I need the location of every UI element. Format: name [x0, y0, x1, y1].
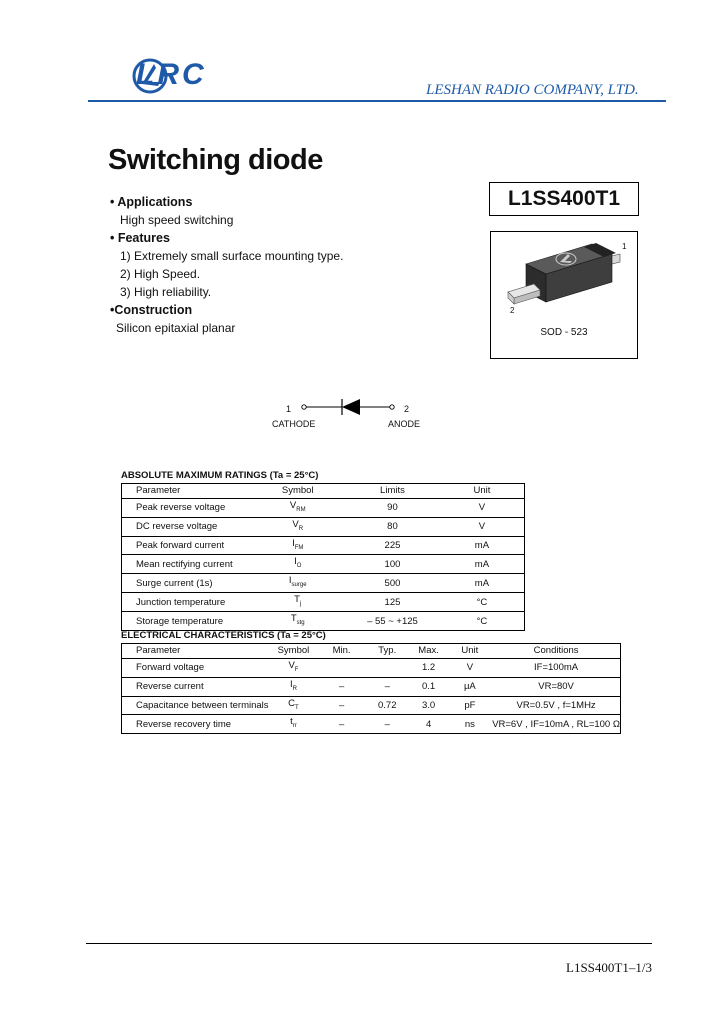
- parameter-cell: DC reverse voltage: [136, 521, 218, 533]
- part-number: L1SS400T1: [507, 187, 621, 210]
- unit-cell: °C: [476, 596, 488, 608]
- typ-cell: [365, 658, 410, 677]
- sod523-package-icon: [500, 240, 630, 320]
- table-row: [122, 715, 621, 734]
- max-cell: 4: [425, 718, 432, 730]
- logo-text: LRC: [136, 58, 207, 91]
- typ-cell: –: [384, 718, 390, 730]
- symbol-cell: $T_{stg}$: [290, 613, 305, 627]
- feature-item: 2) High Speed.: [120, 267, 201, 281]
- application-item: High speed switching: [120, 213, 234, 227]
- limits-cell: – 55 ~ +125: [367, 615, 418, 627]
- max-cell: 1.2: [421, 662, 436, 674]
- unit-cell: μA: [463, 681, 476, 693]
- abs-max-table: [121, 483, 525, 631]
- column-header: Conditions: [533, 645, 579, 657]
- symbol-cell: $I_R$: [289, 678, 297, 692]
- elec-title: ELECTRICAL CHARACTERISTICS (Ta = 25°C): [121, 630, 326, 641]
- applications-heading: • Applications: [110, 195, 193, 209]
- symbol-cell: $t_{rr}$: [290, 716, 297, 730]
- parameter-cell: Peak reverse voltage: [136, 502, 226, 514]
- min-cell: –: [338, 718, 345, 730]
- feature-item: 1) Extremely small surface mounting type.: [120, 249, 344, 263]
- symbol-cell: $V_R$: [292, 518, 304, 532]
- symbol-cell: $V_F$: [288, 659, 299, 673]
- parameter-cell: Forward voltage: [136, 662, 205, 674]
- table-header-row: [122, 644, 621, 659]
- column-header: Symbol: [277, 645, 310, 657]
- construction-heading: •Construction: [110, 303, 193, 317]
- cathode-label: CATHODE: [272, 419, 316, 429]
- limits-cell: 225: [384, 540, 401, 552]
- column-header: Unit: [461, 645, 479, 657]
- typ-cell: 0.72: [378, 700, 397, 712]
- table-row: [122, 498, 525, 517]
- table-row: [122, 677, 621, 696]
- conditions-cell: IF=100mA: [534, 662, 579, 674]
- package-name: SOD - 523: [540, 327, 588, 338]
- unit-cell: V: [466, 662, 474, 674]
- parameter-cell: Reverse recovery time: [136, 718, 232, 730]
- table-row: [122, 536, 525, 555]
- parameter-cell: Mean rectifying current: [136, 558, 233, 570]
- table-row: [122, 612, 525, 631]
- table-row: [122, 593, 525, 612]
- unit-cell: mA: [474, 577, 490, 589]
- abs-max-title: ABSOLUTE MAXIMUM RATINGS (Ta = 25°C): [121, 470, 319, 481]
- anode-label: ANODE: [388, 419, 421, 429]
- column-header: Limits: [380, 485, 405, 497]
- parameter-cell: Junction temperature: [136, 596, 226, 608]
- table-row: [122, 517, 525, 536]
- limits-cell: 125: [384, 596, 401, 608]
- elec-table: [121, 643, 621, 734]
- min-cell: –: [338, 700, 345, 712]
- symbol-cell: $T_j$: [294, 594, 302, 608]
- column-header: Typ.: [378, 645, 397, 657]
- page-footer: L1SS400T1–1/3: [566, 960, 652, 975]
- features-heading: • Features: [110, 231, 170, 245]
- header-divider: [88, 100, 666, 102]
- symbol-cell: $V_{RM}$: [289, 499, 306, 513]
- max-cell: 3.0: [421, 700, 436, 712]
- max-cell: 0.1: [421, 681, 436, 693]
- package-pin2-label: 2: [510, 306, 515, 315]
- symbol-cell: $I_O$: [294, 556, 302, 570]
- min-cell: –: [338, 681, 345, 693]
- column-header: Unit: [473, 485, 491, 497]
- column-header: Parameter: [136, 485, 181, 497]
- table-row: [122, 555, 525, 574]
- symbol-cell: $I_{surge}$: [288, 575, 307, 589]
- parameter-cell: Storage temperature: [136, 615, 224, 627]
- unit-cell: °C: [476, 615, 488, 627]
- column-header: Parameter: [136, 645, 181, 657]
- table-row: [122, 574, 525, 593]
- table-header-row: [122, 484, 525, 499]
- symbol-cell: $C_T$: [288, 697, 299, 711]
- unit-cell: mA: [474, 540, 490, 552]
- unit-cell: ns: [464, 718, 475, 730]
- parameter-cell: Reverse current: [136, 681, 204, 693]
- diode-pin1-label: 1: [286, 404, 292, 414]
- unit-cell: V: [478, 521, 486, 533]
- footer-divider: [86, 943, 652, 944]
- limits-cell: 500: [384, 577, 401, 589]
- construction-item: Silicon epitaxial planar: [116, 321, 236, 335]
- unit-cell: V: [478, 502, 486, 514]
- min-cell: [318, 658, 365, 677]
- unit-cell: mA: [474, 558, 490, 570]
- limits-cell: 80: [387, 521, 398, 533]
- package-pin1-label: 1: [622, 242, 627, 251]
- diode-pin2-label: 2: [404, 404, 410, 414]
- column-header: Min.: [332, 645, 351, 657]
- unit-cell: pF: [464, 700, 476, 712]
- page-title: Switching diode: [108, 144, 323, 176]
- conditions-cell: VR=6V , IF=10mA , RL=100 Ω: [492, 718, 620, 730]
- limits-cell: 100: [384, 558, 401, 570]
- typ-cell: –: [384, 681, 390, 693]
- column-header: Symbol: [281, 485, 314, 497]
- company-name: LESHAN RADIO COMPANY, LTD.: [426, 82, 639, 98]
- table-row: [122, 696, 621, 715]
- parameter-cell: Peak forward current: [136, 540, 225, 552]
- conditions-cell: VR=0.5V , f=1MHz: [516, 700, 596, 712]
- limits-cell: 90: [387, 502, 398, 514]
- symbol-cell: $I_{FM}$: [292, 537, 304, 551]
- column-header: Max.: [418, 645, 439, 657]
- parameter-cell: Capacitance between terminals: [136, 700, 269, 712]
- table-row: [122, 658, 621, 677]
- feature-item: 3) High reliability.: [120, 285, 212, 299]
- parameter-cell: Surge current (1s): [136, 577, 213, 589]
- conditions-cell: VR=80V: [538, 681, 574, 693]
